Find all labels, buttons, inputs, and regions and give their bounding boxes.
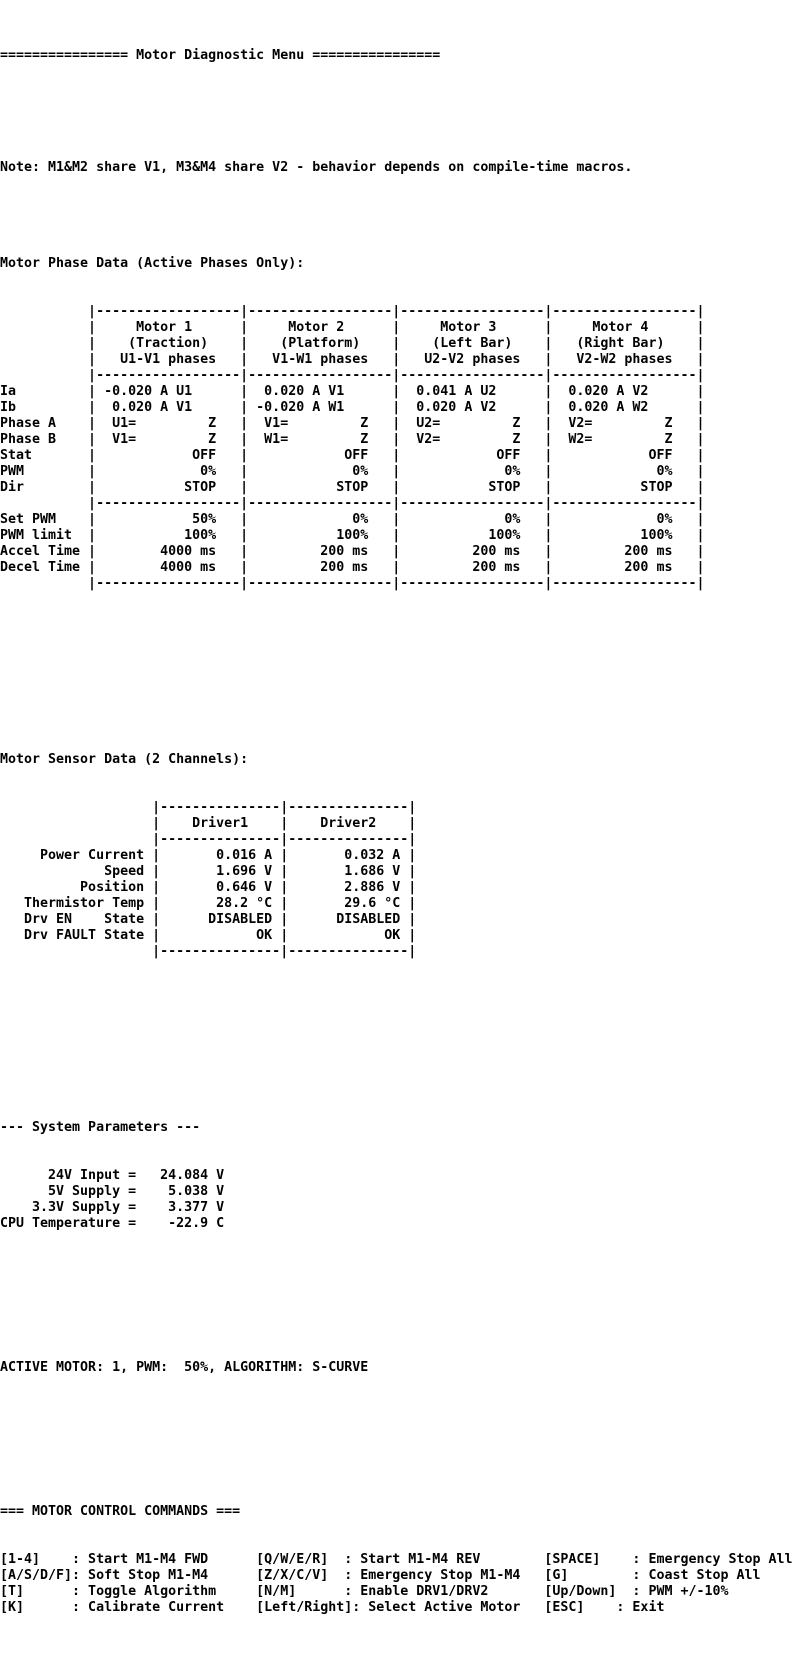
terminal-line: |------------------|------------------|------------------|------------------| [0,576,705,591]
terminal-line: | U1-V1 phases | V1-W1 phases | U2-V2 phases | V2-W2 phases | [0,352,705,367]
system-parameters-section [0,1088,812,1264]
commands-list [0,1552,812,1616]
phase-data-section [0,224,812,624]
blank-line [0,1024,812,1040]
terminal-line: [K] : Calibrate Current [Left/Right]: Select Active Motor [ESC] : Exit [0,1600,665,1615]
terminal-line: |---------------|---------------| [0,832,417,847]
terminal-line: Power Current | 0.016 A | 0.032 A | [0,848,417,863]
blank-line [0,96,812,112]
terminal-line: | Motor 1 | Motor 2 | Motor 3 | Motor 4 | [0,320,705,335]
commands-heading: === MOTOR CONTROL COMMANDS === [0,1504,241,1519]
terminal-line: Dir | STOP | STOP | STOP | STOP | [0,480,705,495]
terminal-line: |------------------|------------------|------------------|------------------| [0,304,705,319]
system-parameters-heading: --- System Parameters --- [0,1120,201,1135]
phase-table [0,304,812,592]
terminal-line: 24V Input = 24.084 V [0,1168,225,1183]
terminal-line: Thermistor Temp | 28.2 °C | 29.6 °C | [0,896,417,911]
terminal-line: CPU Temperature = -22.9 C [0,1216,225,1231]
terminal-line: Ib | 0.020 A V1 | -0.020 A W1 | 0.020 A V2 | 0.020 A W2 | [0,400,705,415]
sensor-section-heading: Motor Sensor Data (2 Channels): [0,752,249,767]
terminal-line: [1-4] : Start M1-M4 FWD [Q/W/E/R] : Start M1-M4 REV [SPACE] : Emergency Stop All [0,1552,793,1567]
terminal-line: Phase A | U1= Z | V1= Z | U2= Z | V2= Z | [0,416,705,431]
terminal-line: | (Traction) | (Platform) | (Left Bar) | (Right Bar) | [0,336,705,351]
terminal-line: Drv EN State | DISABLED | DISABLED | [0,912,417,927]
terminal-line: Set PWM | 50% | 0% | 0% | 0% | [0,512,705,527]
blank-line [0,656,812,672]
commands-section [0,1472,812,1648]
terminal-line: Stat | OFF | OFF | OFF | OFF | [0,448,705,463]
terminal-line: |---------------|---------------| [0,800,417,815]
terminal-line: | Driver1 | Driver2 | [0,816,417,831]
menu-title: ================ Motor Diagnostic Menu ================ [0,48,441,63]
terminal-line: Speed | 1.696 V | 1.686 V | [0,864,417,879]
terminal-line: 3.3V Supply = 3.377 V [0,1200,225,1215]
sensor-data-section [0,720,812,992]
note-line: Note: M1&M2 share V1, M3&M4 share V2 - behavior depends on compile-time macros. [0,160,633,175]
phase-section-heading: Motor Phase Data (Active Phases Only): [0,256,305,271]
active-status-line: ACTIVE MOTOR: 1, PWM: 50%, ALGORITHM: S-CURVE [0,1360,369,1375]
terminal-line: 5V Supply = 5.038 V [0,1184,225,1199]
terminal-line: |---------------|---------------| [0,944,417,959]
terminal-line: Ia | -0.020 A U1 | 0.020 A V1 | 0.041 A U2 | 0.020 A V2 | [0,384,705,399]
terminal-line: Phase B | V1= Z | W1= Z | V2= Z | W2= Z | [0,432,705,447]
terminal-line: [A/S/D/F]: Soft Stop M1-M4 [Z/X/C/V] : Emergency Stop M1-M4 [G] : Coast Stop All [0,1568,761,1583]
sensor-table [0,800,812,960]
terminal-line: Position | 0.646 V | 2.886 V | [0,880,417,895]
terminal-line: Accel Time | 4000 ms | 200 ms | 200 ms | 200 ms | [0,544,705,559]
blank-line [0,1408,812,1424]
blank-line [0,1296,812,1312]
terminal-line: |------------------|------------------|------------------|------------------| [0,496,705,511]
terminal-line: [T] : Toggle Algorithm [N/M] : Enable DRV1/DRV2 [Up/Down] : PWM +/-10% [0,1584,729,1599]
system-parameters-list [0,1168,812,1232]
terminal-line: |------------------|------------------|------------------|------------------| [0,368,705,383]
terminal-line: Drv FAULT State | OK | OK | [0,928,417,943]
terminal-line: PWM limit | 100% | 100% | 100% | 100% | [0,528,705,543]
terminal-line: PWM | 0% | 0% | 0% | 0% | [0,464,705,479]
terminal-line: Decel Time | 4000 ms | 200 ms | 200 ms | 200 ms | [0,560,705,575]
